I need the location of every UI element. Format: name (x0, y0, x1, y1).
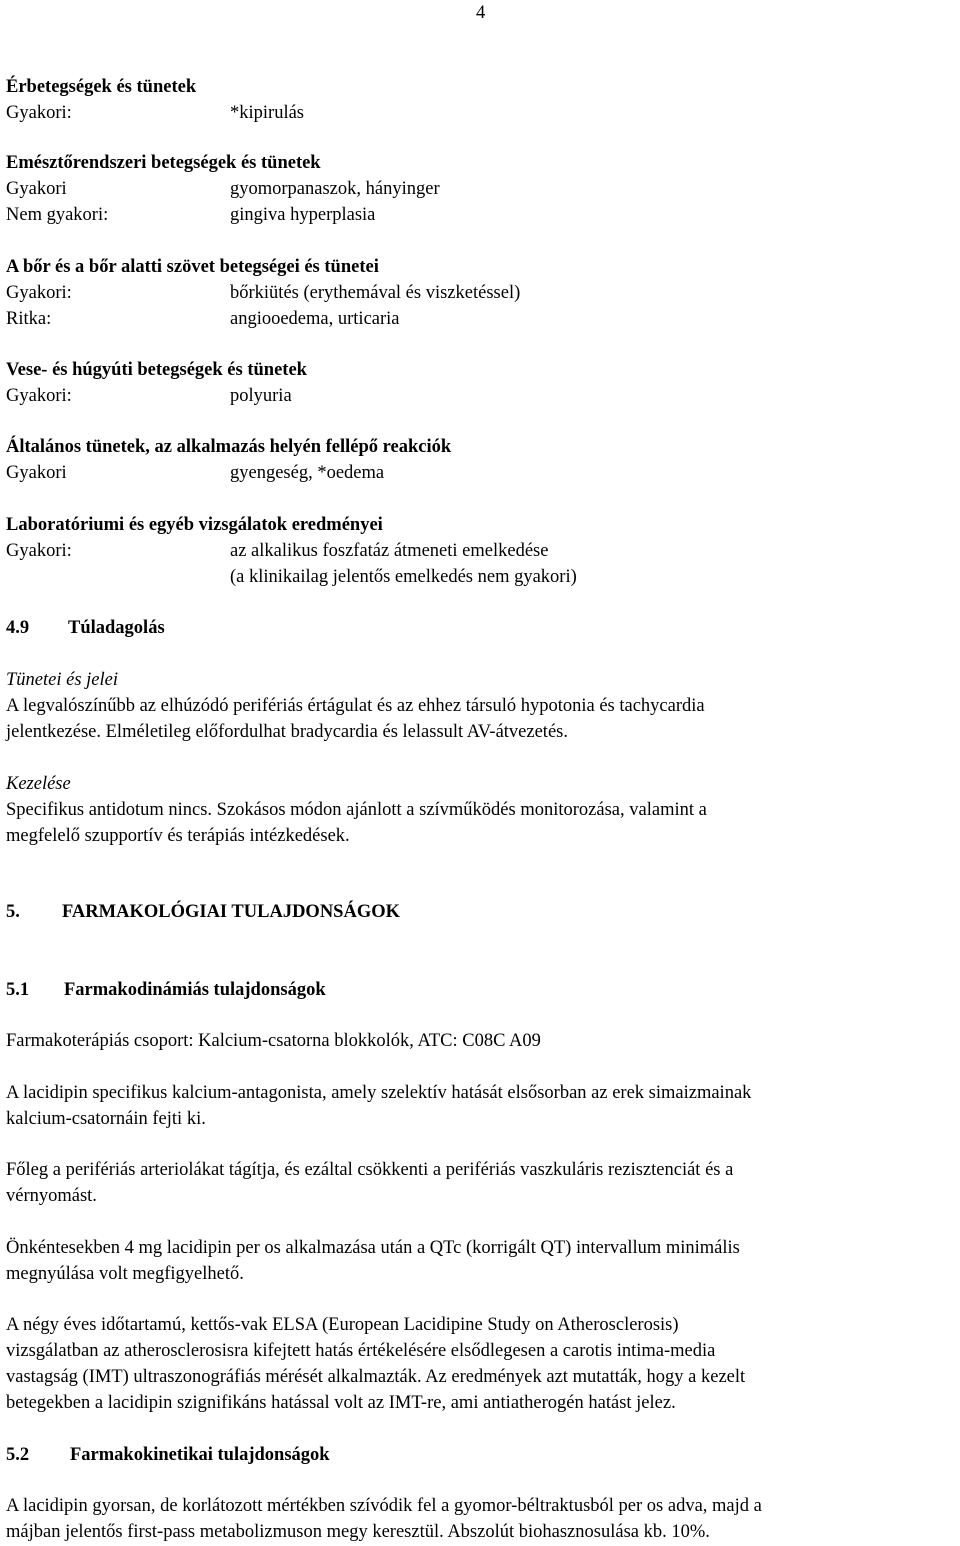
section-heading: A bőr és a bőr alatti szövet betegségei és tünetei (6, 257, 379, 277)
effect-text: polyuria (230, 386, 292, 406)
section-title: Túladagolás (68, 618, 165, 638)
frequency-row (6, 564, 956, 590)
section-4-9-body (6, 667, 956, 745)
section-general (6, 434, 956, 486)
section-lab (6, 512, 956, 590)
section-number: 5.1 (6, 980, 30, 1000)
frequency-label: Gyakori (6, 179, 67, 199)
section-gastro (6, 150, 956, 228)
text-line: Farmakoterápiás csoport: Kalcium-csatorna blokkolók, ATC: C08C A09 (6, 1031, 541, 1051)
section-renal (6, 357, 956, 409)
paragraph (6, 1080, 956, 1132)
frequency-row (6, 460, 956, 486)
frequency-row (6, 538, 956, 564)
frequency-row (6, 100, 956, 126)
effect-text: angiooedema, urticaria (230, 309, 400, 329)
section-title: FARMAKOLÓGIAI TULAJDONSÁGOK (62, 902, 400, 922)
text-line: A lacidipin specifikus kalcium-antagonista, amely szelektív hatását elsősorban az erek simaizmainak (6, 1083, 752, 1103)
section-4-9-heading (6, 615, 956, 641)
page-number: 4 (476, 3, 486, 23)
text-line: megnyúlása volt megfigyelhető. (6, 1264, 244, 1284)
section-heading: Emésztőrendszeri betegségek és tünetek (6, 153, 321, 173)
effect-text: gyengeség, *oedema (230, 463, 385, 483)
text-line: vastagság (IMT) ultraszonográfiás mérését alkalmazták. Az eredmények azt mutatták, hogy a kezelt (6, 1367, 746, 1387)
frequency-label: Gyakori (6, 463, 67, 483)
text-line: vizsgálatban az atherosclerosisra kifejtett hatás értékelésére elsődlegesen a carotis intima-media (6, 1341, 716, 1361)
text-line: A legvalószínűbb az elhúzódó perifériás értágulat és az ehhez társuló hypotonia és tachycardia (6, 696, 705, 716)
frequency-row (6, 306, 956, 332)
effect-text: *kipirulás (230, 103, 304, 123)
section-heading: Érbetegségek és tünetek (6, 77, 197, 97)
section-skin (6, 254, 956, 332)
paragraph (6, 1157, 956, 1209)
frequency-label: Gyakori: (6, 386, 72, 406)
paragraph (6, 1028, 956, 1054)
text-line: Önkéntesekben 4 mg lacidipin per os alkalmazása után a QTc (korrigált QT) intervallum minimális (6, 1238, 740, 1258)
section-vascular (6, 74, 956, 126)
section-5-1-heading (6, 977, 956, 1003)
frequency-row (6, 280, 956, 306)
effect-text: gingiva hyperplasia (230, 205, 376, 225)
section-title: Farmakokinetikai tulajdonságok (70, 1445, 330, 1465)
frequency-label: Nem gyakori: (6, 205, 109, 225)
section-heading: Laboratóriumi és egyéb vizsgálatok eredményei (6, 515, 383, 535)
effect-text: az alkalikus foszfatáz átmeneti emelkedése (230, 541, 549, 561)
frequency-label: Gyakori: (6, 283, 72, 303)
section-number: 5.2 (6, 1445, 30, 1465)
paragraph (6, 1235, 956, 1287)
text-line: májban jelentős first-pass metabolizmuson megy keresztül. Abszolút biohasznosulása kb. 10%. (6, 1522, 710, 1542)
frequency-label: Gyakori: (6, 541, 72, 561)
text-line: A lacidipin gyorsan, de korlátozott mértékben szívódik fel a gyomor-béltraktusból per os adva, majd a (6, 1496, 762, 1516)
paragraph (6, 1312, 956, 1416)
subheading-signs: Tünetei és jelei (6, 670, 118, 690)
text-line: betegekben a lacidipin szignifikáns hatással volt az IMT-re, ami antiatherogén hatást jelez. (6, 1393, 676, 1413)
section-5-2-heading (6, 1442, 956, 1468)
frequency-row (6, 202, 956, 228)
subheading-treatment: Kezelése (6, 774, 71, 794)
text-line: Főleg a perifériás arteriolákat tágítja, és ezáltal csökkenti a perifériás vaszkuláris rezisztenciát és a (6, 1160, 734, 1180)
frequency-row (6, 383, 956, 409)
frequency-label: Gyakori: (6, 103, 72, 123)
text-line: jelentkezése. Elméletileg előfordulhat bradycardia és lelassult AV-átvezetés. (6, 722, 568, 742)
text-line: Specifikus antidotum nincs. Szokásos módon ajánlott a szívműködés monitorozása, valamint a (6, 800, 707, 820)
section-5-heading (6, 899, 956, 925)
text-line: kalcium-csatornáin fejti ki. (6, 1109, 206, 1129)
text-line: megfelelő szupportív és terápiás intézkedések. (6, 826, 350, 846)
effect-text: bőrkiütés (erythemával és viszketéssel) (230, 283, 521, 303)
section-number: 5. (6, 902, 20, 922)
section-heading: Általános tünetek, az alkalmazás helyén fellépő reakciók (6, 437, 452, 457)
section-heading: Vese- és húgyúti betegségek és tünetek (6, 360, 307, 380)
text-line: vérnyomást. (6, 1186, 97, 1206)
frequency-row (6, 176, 956, 202)
section-title: Farmakodinámiás tulajdonságok (64, 980, 326, 1000)
section-number: 4.9 (6, 618, 30, 638)
paragraph (6, 1493, 956, 1545)
frequency-label: Ritka: (6, 309, 52, 329)
section-4-9-treatment (6, 771, 956, 849)
effect-text: (a klinikailag jelentős emelkedés nem gyakori) (230, 567, 577, 587)
effect-text: gyomorpanaszok, hányinger (230, 179, 440, 199)
text-line: A négy éves időtartamú, kettős-vak ELSA (European Lacidipine Study on Atherosclerosis) (6, 1315, 679, 1335)
